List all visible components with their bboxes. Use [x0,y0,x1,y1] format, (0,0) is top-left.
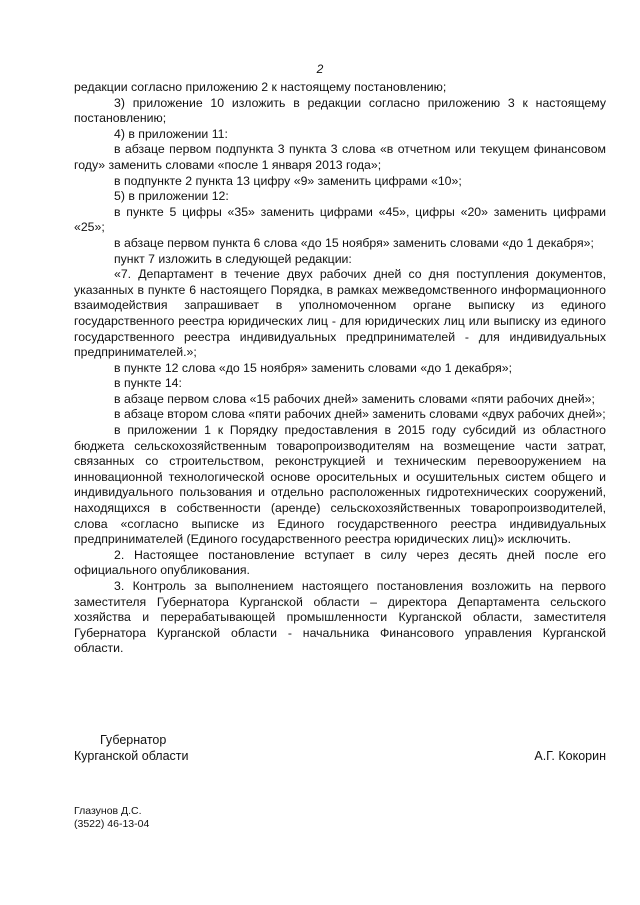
body-paragraph: в подпункте 2 пункта 13 цифру «9» заменить цифрами «10»; [114,173,462,188]
signatory-title-line2: Курганской области [74,749,189,763]
executor-block [74,805,149,831]
signature-row [74,748,606,764]
executor-phone: (3522) 46-13-04 [74,818,150,830]
body-paragraph: 3) приложение 10 изложить в редакции согласно приложению 3 к настоящему постановлению; [74,95,606,126]
signatory-title-line1: Губернатор [100,733,167,747]
body-paragraph: 5) в приложении 12: [114,189,229,204]
body-paragraph: 4) в приложении 11: [114,126,228,141]
body-paragraph: в пункте 14: [114,376,182,391]
body-paragraph: в абзаце первом пункта 6 слова «до 15 ноября» заменить словами «до 1 декабря»; [114,235,594,250]
body-paragraph: в приложении 1 к Порядку предоставления в 2015 году субсидий из областного бюджета сельскохозяйственным товаропроизводителям на возмещение части затрат, связанных со строительством, реконструкцией и техническим перевооружением на инновационной технологической основе оросительных и осушительных систем общего и индивидуального пользования и отдельно расположенных гидротехнических сооружений, находящихся в собственности (аренде) сельскохозяйственных товаропроизводителей, слова «согласно выписке из Единого государственного реестра индивидуальных предпринимателей (Единого государственного реестра юридических лиц)» исключить. [74,423,606,547]
page-number: 2 [316,62,324,76]
signature-block [74,732,606,764]
document-body [74,80,606,657]
body-paragraph: в абзаце втором слова «пяти рабочих дней» заменить словами «двух рабочих дней»; [114,407,606,422]
body-paragraph: редакции согласно приложению 2 к настоящему постановлению; [74,80,447,94]
body-paragraph: «7. Департамент в течение двух рабочих дней со дня поступления документов, указанных в пункте 6 настоящего Порядка, в рамках межведомственного информационного взаимодействия запрашивает в уполномоченном органе выписку из единого государственного реестра юридических лиц - для юридических лиц или выписку из единого государственного реестра индивидуальных предпринимателей - для индивидуальных предпринимателей.»; [74,267,606,360]
body-paragraph: пункт 7 изложить в следующей редакции: [114,251,352,266]
body-paragraph: 2. Настоящее постановление вступает в силу через десять дней после его официального опубликования. [74,547,606,578]
body-paragraph: в абзаце первом подпункта 3 пункта 3 слова «в отчетном или текущем финансовом году» заменить словами «после 1 января 2013 года»; [74,142,606,172]
body-paragraph: в пункте 12 слова «до 15 ноября» заменить словами «до 1 декабря»; [114,360,513,375]
executor-name: Глазунов Д.С. [74,805,142,817]
body-paragraph: в абзаце первом слова «15 рабочих дней» заменить словами «пяти рабочих дней»; [114,391,595,406]
signatory-name: А.Г. Кокорин [534,749,606,763]
body-paragraph: 3. Контроль за выполнением настоящего постановления возложить на первого заместителя Губернатора Курганской области – директора Департамента сельского хозяйства и перерабатывающей промышленности Курганской области, заместителя Губернатора Курганской области - начальника Финансового управления Курганской области. [74,579,606,656]
body-paragraph: в пункте 5 цифры «35» заменить цифрами «45», цифры «20» заменить цифрами «25»; [74,204,606,235]
